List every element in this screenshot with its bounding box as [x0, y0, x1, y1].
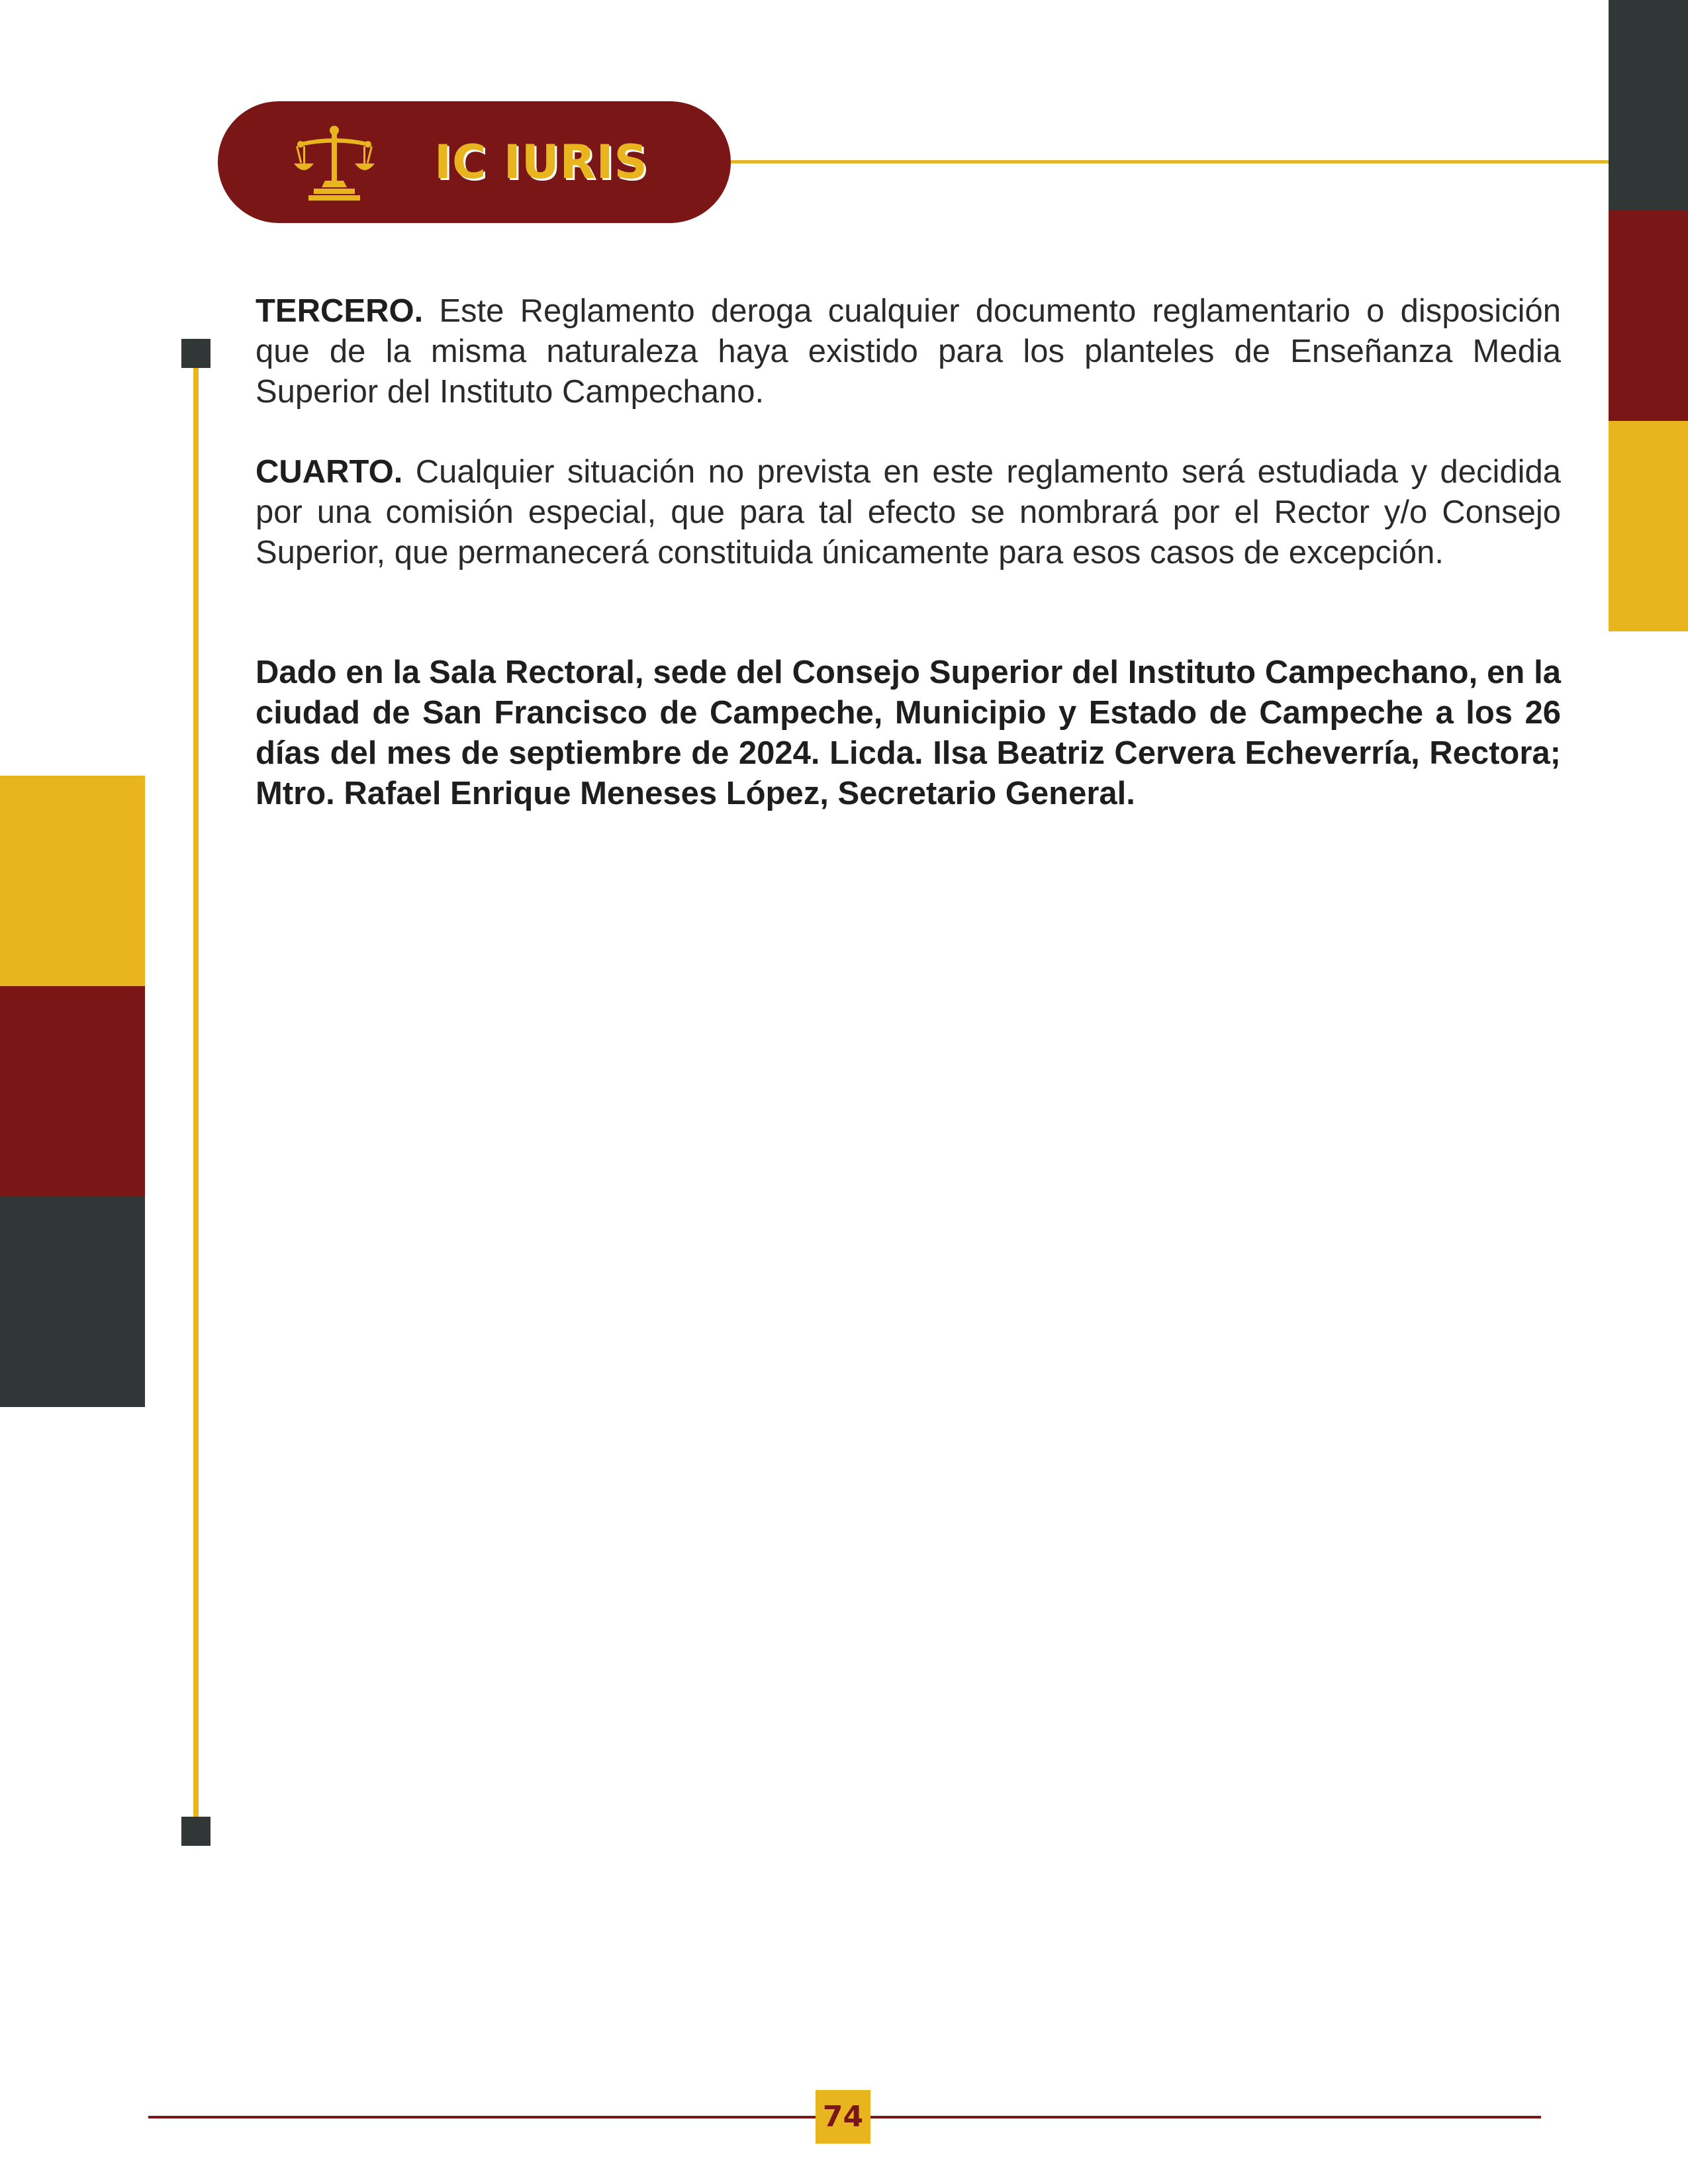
- scales-of-justice-icon: [294, 122, 375, 202]
- paragraph-tercero: [256, 291, 1561, 412]
- right-yellow-block: [1609, 421, 1688, 631]
- left-red-block: [0, 986, 145, 1197]
- page-number: 74: [816, 2090, 870, 2144]
- paragraph-cuarto: [256, 452, 1561, 573]
- timeline-line: [193, 357, 199, 1823]
- right-red-block: [1609, 210, 1688, 421]
- cuarto-label: CUARTO.: [256, 454, 403, 490]
- tercero-text: Este Reglamento deroga cualquier documento reglamentario o disposición que de la misma naturaleza haya existido para los planteles de Enseñanza Media Superior del Instituto Campechano.: [256, 293, 1561, 410]
- closing-paragraph: Dado en la Sala Rectoral, sede del Consejo Superior del Instituto Campechano, en la ciudad de San Francisco de Campeche, Municipio y Estado de Campeche a los 26 días del mes de septiembre de 2024. Licda. Ilsa Beatriz Cervera Echeverría, Rectora; Mtro. Rafael Enrique Meneses López, Secretario General.: [256, 655, 1561, 811]
- brand-title: IC IURIS: [434, 135, 649, 189]
- left-dark-block: [0, 1197, 145, 1407]
- document-body: [256, 291, 1561, 814]
- header-banner: [218, 101, 731, 223]
- right-dark-block: [1609, 0, 1688, 210]
- timeline-marker-top: [181, 339, 211, 368]
- left-yellow-block: [0, 776, 145, 986]
- timeline-marker-bottom: [181, 1817, 211, 1846]
- header-divider-line: [728, 160, 1609, 163]
- cuarto-text: Cualquier situación no prevista en este reglamento será estudiada y decidida por una comisión especial, que para tal efecto se nombrará por el Rector y/o Consejo Superior, que permanecerá constituida únicamente para esos casos de excepción.: [256, 454, 1561, 570]
- tercero-label: TERCERO.: [256, 293, 424, 329]
